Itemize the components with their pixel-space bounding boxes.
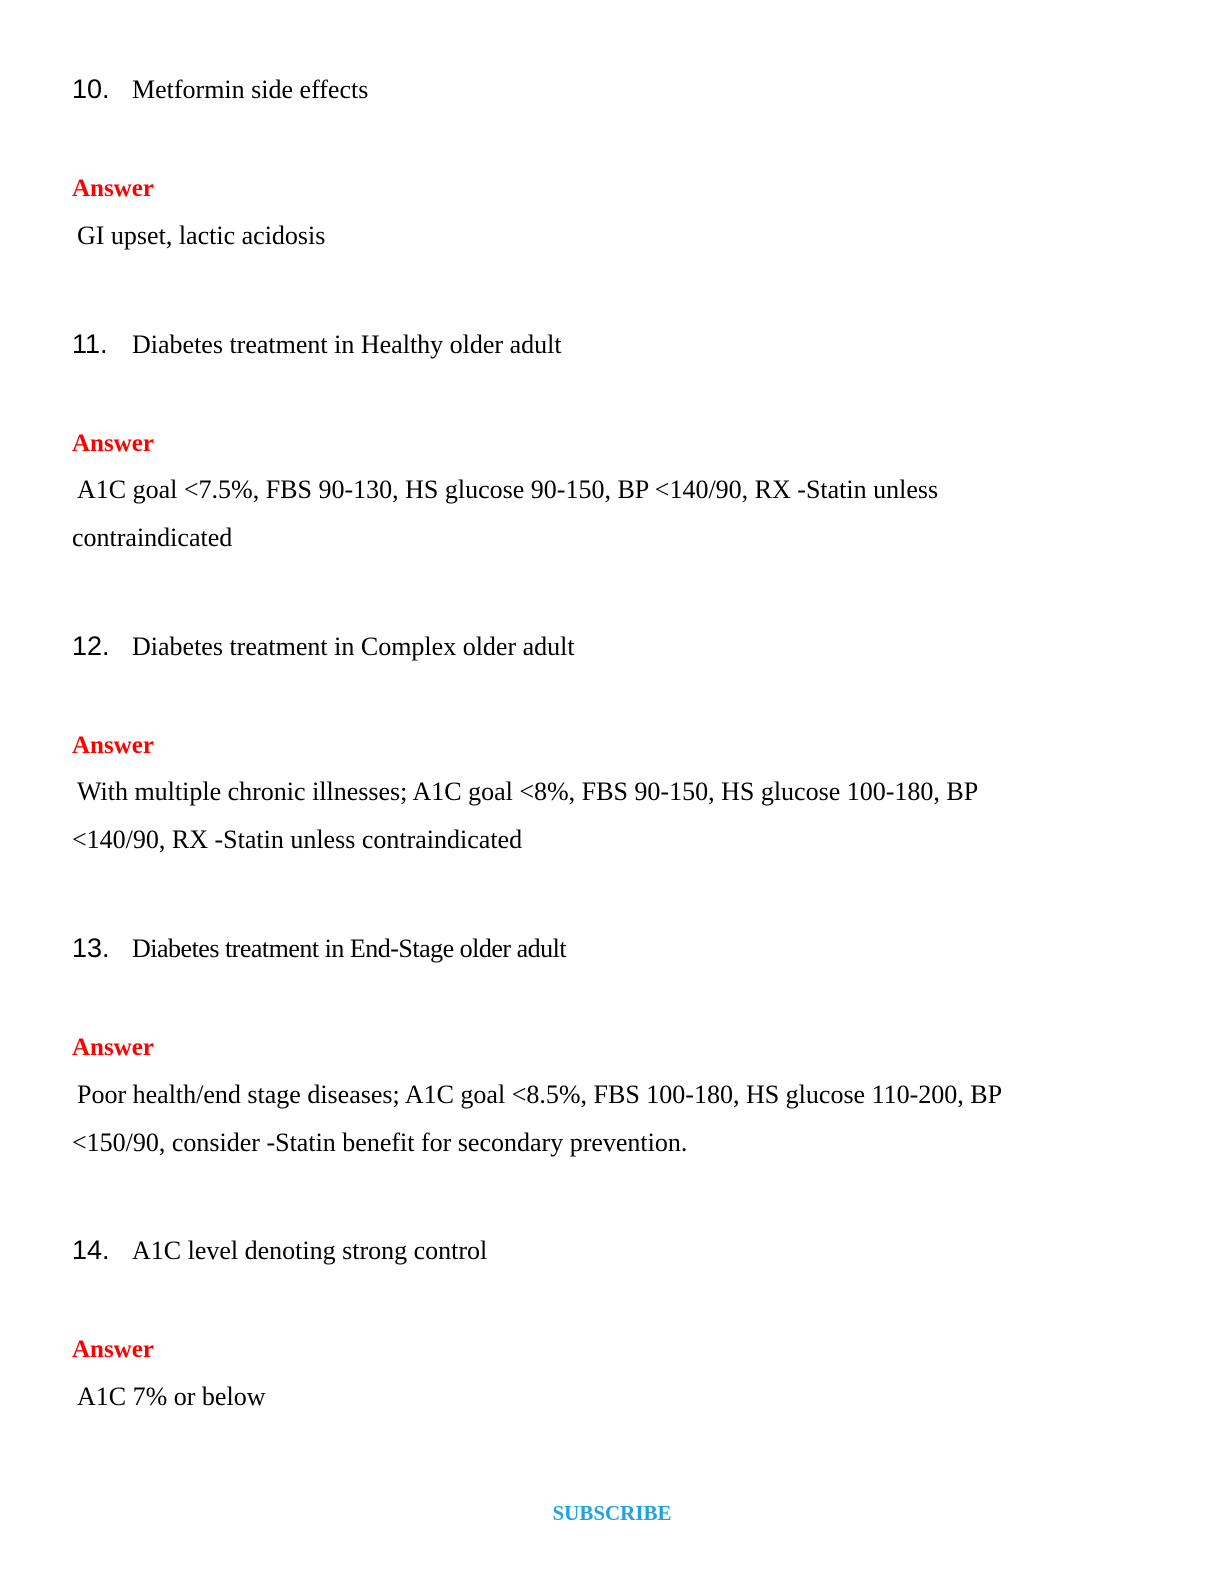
answer-text: A1C 7% or below	[77, 1382, 266, 1411]
question-number: 14.	[72, 1235, 110, 1265]
question-number: 13.	[72, 933, 110, 963]
question-text: Diabetes treatment in End-Stage older adult	[132, 934, 567, 963]
question-line	[72, 935, 566, 962]
answer-text: GI upset, lactic acidosis	[77, 221, 326, 250]
question-line	[72, 633, 575, 660]
question-text: Diabetes treatment in Healthy older adult	[132, 330, 562, 359]
question-number: 11.	[72, 329, 108, 359]
answer-label: Answer	[72, 175, 154, 202]
question-text: Metformin side effects	[132, 75, 369, 104]
answer-text: A1C goal <7.5%, FBS 90-130, HS glucose 90-150, BP <140/90, RX -Statin unless contraindicated	[72, 475, 939, 552]
answer-label: Answer	[72, 1034, 154, 1061]
question-line	[72, 331, 562, 358]
question-line	[72, 1237, 487, 1264]
question-text: A1C level denoting strong control	[132, 1236, 488, 1265]
answer-label: Answer	[72, 732, 154, 759]
question-text: Diabetes treatment in Complex older adult	[132, 632, 575, 661]
answer-text: Poor health/end stage diseases; A1C goal <8.5%, FBS 100-180, HS glucose 110-200, BP <150/90, consider -Statin benefit for secondary prevention.	[72, 1080, 1002, 1157]
question-number: 12.	[72, 631, 110, 661]
question-number: 10.	[72, 74, 110, 104]
answer-text: With multiple chronic illnesses; A1C goal <8%, FBS 90-150, HS glucose 100-180, BP <140/90, RX -Statin unless contraindicated	[72, 777, 978, 854]
answer-label: Answer	[72, 1336, 154, 1363]
answer-label: Answer	[72, 430, 154, 457]
question-line	[72, 76, 368, 103]
subscribe-link[interactable]: SUBSCRIBE	[552, 1501, 672, 1525]
